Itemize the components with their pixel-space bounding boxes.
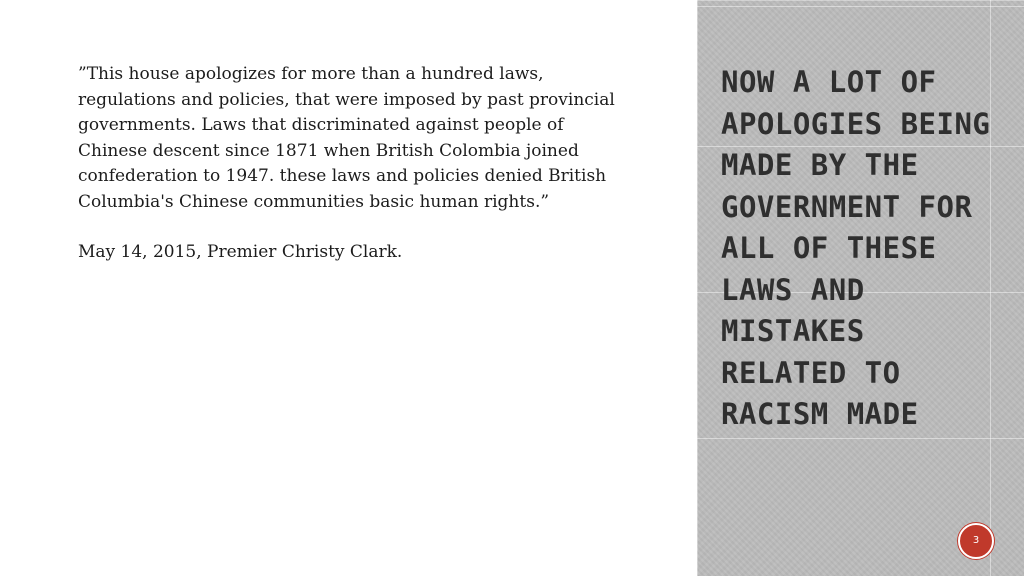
panel-grid-line — [697, 6, 1024, 7]
panel-grid-line — [697, 438, 1024, 439]
quote-block — [78, 62, 638, 266]
slide-title: NOW A LOT OF APOLOGIES BEING MADE BY THE GOVERNMENT FOR ALL OF THESE LAWS AND MISTAKES RELATED TO RACISM MADE — [721, 65, 991, 431]
slide-number-badge: 3 — [958, 523, 994, 559]
quote-attribution: May 14, 2015, Premier Christy Clark. — [78, 242, 403, 262]
quote-text: ”This house apologizes for more than a hundred laws, regulations and policies, that were imposed by past provincial governments. Laws that discriminated against people of Chinese descent since 1871 when British Colombia joined confederation to 1947. these laws and policies denied British Columbia's Chinese communities basic human rights.” — [78, 64, 615, 212]
